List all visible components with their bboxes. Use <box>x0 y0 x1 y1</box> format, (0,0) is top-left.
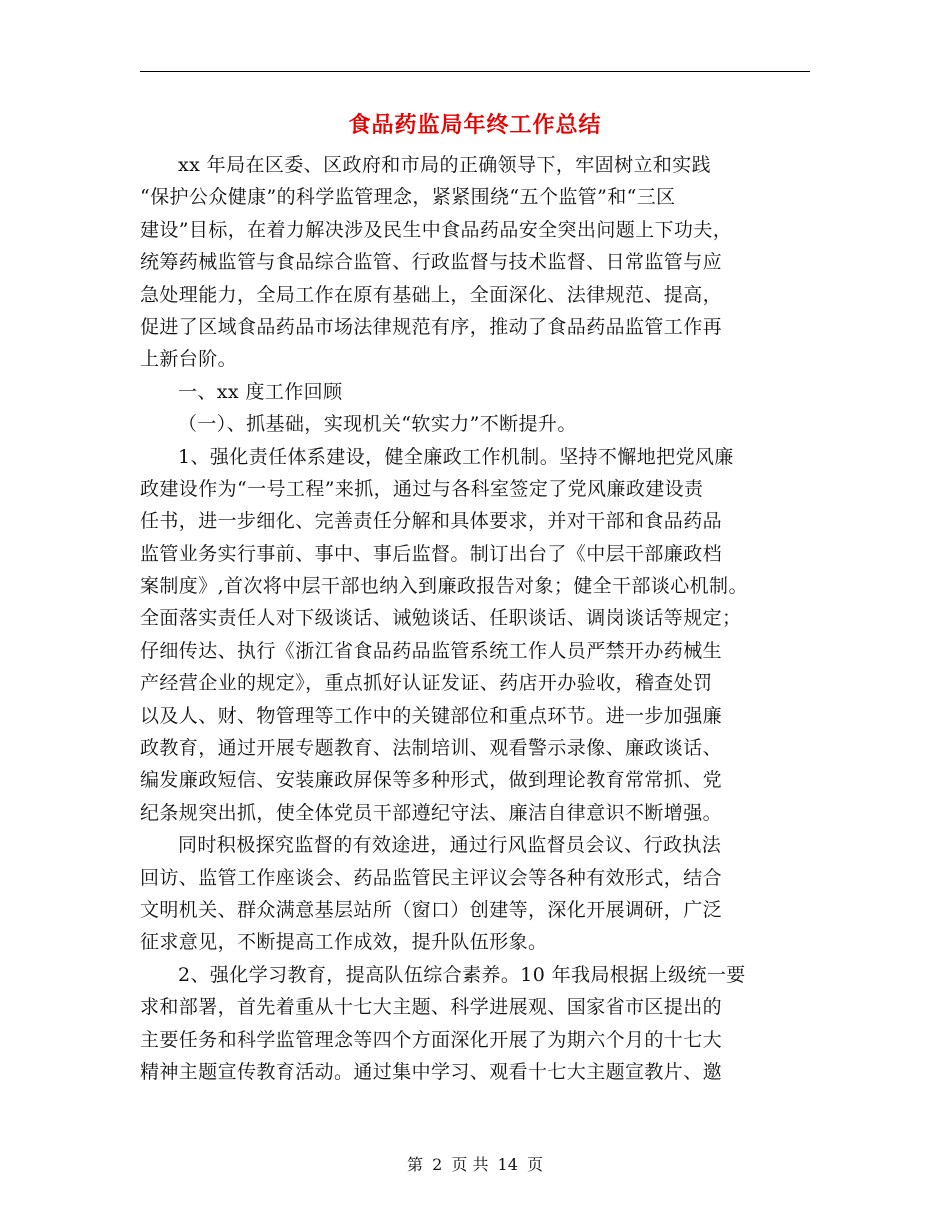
body-line: 编发廉政短信、安装廉政屏保等多种形式，做到理论教育常常抓、党 <box>140 769 723 792</box>
body-line: 监管业务实行事前、事中、事后监督。制订出台了《中层干部廉政档 <box>140 542 723 565</box>
body-line: 全面落实责任人对下级谈话、诫勉谈话、任职谈话、调岗谈话等规定； <box>140 607 742 630</box>
body-line: xx 年局在区委、区政府和市局的正确领导下，牢固树立和实践 <box>178 154 712 176</box>
page-footer <box>0 1153 950 1177</box>
body-line: 同时积极探究监督的有效途进，通过行风监督员会议、行政执法 <box>178 834 722 857</box>
body-line: 文明机关、群众满意基层站所（窗口）创建等，深化开展调研，广泛 <box>140 898 723 921</box>
footer-middle: 页 共 <box>451 1155 489 1174</box>
body-line: 纪条规突出抓，使全体党员干部遵纪守法、廉洁自律意识不断增强。 <box>140 801 723 824</box>
total-page-count: 14 <box>497 1155 518 1174</box>
subsection-heading: （一）、抓基础，实现机关“软实力”不断提升。 <box>178 413 577 436</box>
body-line: 促进了区域食品药品市场法律规范有序，推动了食品药品监管工作再 <box>140 315 723 338</box>
body-line: 仔细传达、执行《浙江省食品药品监管系统工作人员严禁开办药械生 <box>140 639 723 662</box>
body-line: 以及人、财、物管理等工作中的关键部位和重点环节。进一步加强廉 <box>140 704 723 727</box>
body-line: 求和部署，首先着重从十七大主题、科学进展观、国家省市区提出的 <box>140 996 723 1019</box>
body-line: 案制度》,首次将中层干部也纳入到廉政报告对象；健全干部谈心机制。 <box>140 575 748 598</box>
body-line: 任书，进一步细化、完善责任分解和具体要求，并对干部和食品药品 <box>140 510 723 533</box>
body-line: 主要任务和科学监管理念等四个方面深化开展了为期六个月的十七大 <box>140 1028 723 1051</box>
body-line: 统筹药械监管与食品综合监管、行政监督与技术监督、日常监管与应 <box>140 251 723 274</box>
footer-prefix: 第 <box>406 1155 423 1174</box>
body-line: 政教育，通过开展专题教育、法制培训、观看警示录像、廉政谈话、 <box>140 737 723 760</box>
body-line: 建设”目标，在着力解决涉及民生中食品药品安全突出问题上下功夫， <box>140 218 733 241</box>
current-page-number: 2 <box>432 1155 443 1174</box>
body-line: 征求意见，不断提高工作成效，提升队伍形象。 <box>140 931 548 954</box>
header-rule <box>140 71 810 72</box>
body-line: 政建设作为“一号工程”来抓，通过与各科室签定了党风廉政建设责 <box>140 477 704 500</box>
body-line: 1、强化责任体系建设，健全廉政工作机制。坚持不懈地把党风廉 <box>178 445 734 468</box>
document-title: 食品药监局年终工作总结 <box>348 112 602 138</box>
body-line: 2、强化学习教育，提高队伍综合素养。10 年我局根据上级统一要 <box>178 963 746 986</box>
body-line: 精神主题宣传教育活动。通过集中学习、观看十七大主题宣教片、邀 <box>140 1060 723 1083</box>
section-heading: 一、xx 度工作回顾 <box>178 380 343 403</box>
footer-suffix: 页 <box>527 1155 544 1174</box>
body-line: 产经营企业的规定》，重点抓好认证发证、药店开办验收，稽查处罚 <box>140 672 713 695</box>
body-line: 回访、监管工作座谈会、药品监管民主评议会等各种有效形式，结合 <box>140 866 723 889</box>
body-line: “保护公众健康”的科学监管理念，紧紧围绕“五个监管”和“三区 <box>140 186 676 209</box>
document-body <box>140 149 820 1088</box>
body-line: 急处理能力，全局工作在原有基础上，全面深化、法律规范、提高， <box>140 283 723 306</box>
body-line: 上新台阶。 <box>140 348 238 371</box>
